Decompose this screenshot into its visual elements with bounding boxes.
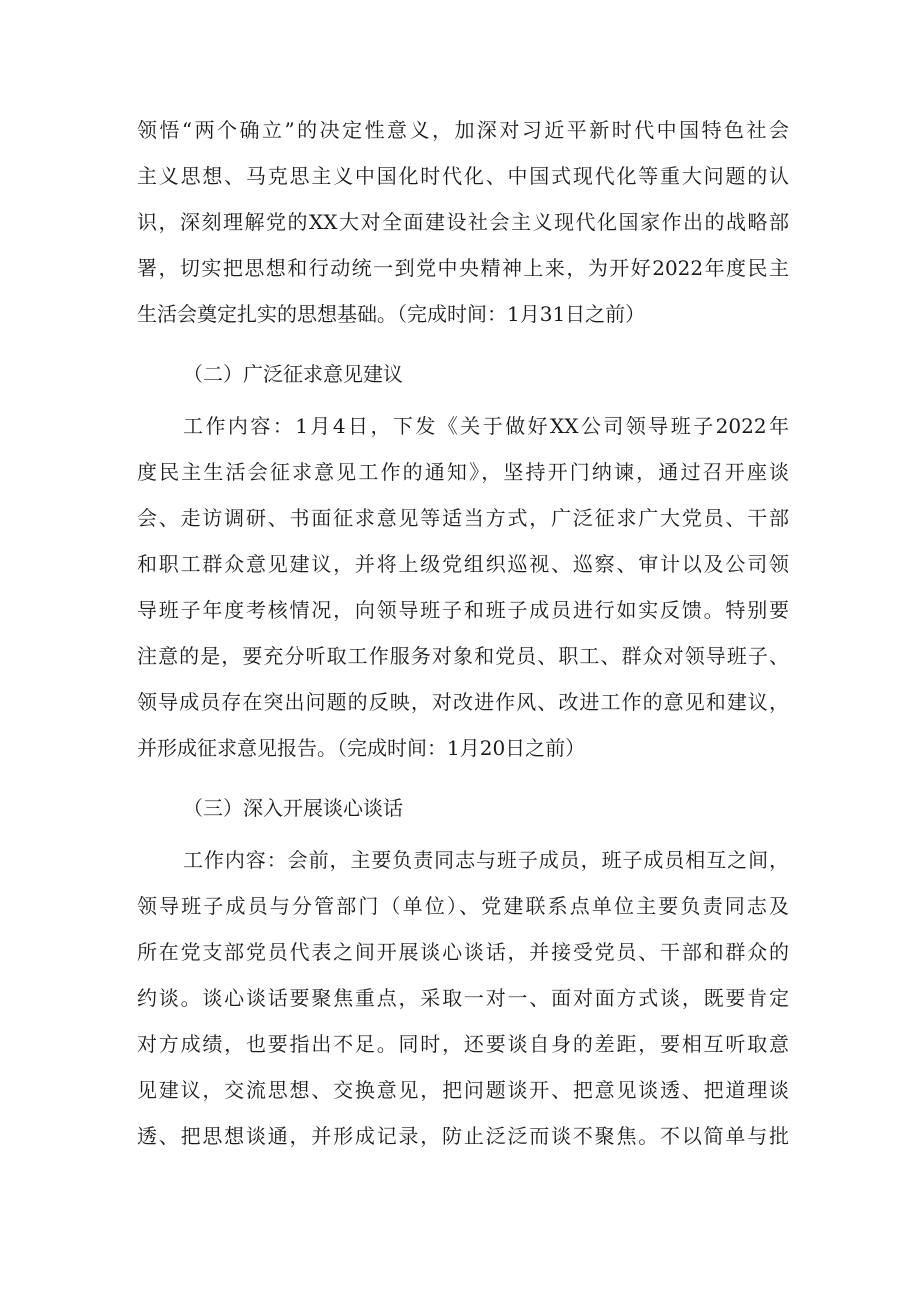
- paragraph-2-line-2: 度民主生活会征求意见工作的通知》，坚持开门纳谏，通过召开座谈: [137, 460, 789, 484]
- paragraph-2-line-5: 导班子年度考核情况，向领导班子和班子成员进行如实反馈。特别要: [137, 598, 789, 622]
- paragraph-2-line-1: 工作内容：1月4日，下发《关于做好XX公司领导班子2022年: [183, 414, 789, 438]
- section-heading-3: （三）深入开展谈心谈话: [183, 796, 403, 820]
- paragraph-1-line-1: 领悟“两个确立”的决定性意义，加深对习近平新时代中国特色社会: [137, 118, 789, 142]
- paragraph-1-line-3: 识，深刻理解党的XX大对全面建设社会主义现代化国家作出的战略部: [137, 210, 789, 234]
- paragraph-3-line-1: 工作内容：会前，主要负责同志与班子成员，班子成员相互之间，: [183, 848, 789, 872]
- paragraph-3-line-6: 见建议，交流思想、交换意见，把问题谈开、把意见谈透、把道理谈: [137, 1078, 789, 1102]
- paragraph-3-line-3: 所在党支部党员代表之间开展谈心谈话，并接受党员、干部和群众的: [137, 940, 789, 964]
- section-heading-2: （二）广泛征求意见建议: [183, 362, 403, 386]
- paragraph-2-line-6: 注意的是，要充分听取工作服务对象和党员、职工、群众对领导班子、: [137, 644, 789, 668]
- paragraph-2-line-8: 并形成征求意见报告。（完成时间：1月20日之前）: [137, 736, 586, 760]
- paragraph-1-line-2: 主义思想、马克思主义中国化时代化、中国式现代化等重大问题的认: [137, 164, 789, 188]
- paragraph-3-line-4: 约谈。谈心谈话要聚焦重点，采取一对一、面对面方式谈，既要肯定: [137, 986, 789, 1010]
- paragraph-1-line-4: 署，切实把思想和行动统一到党中央精神上来，为开好2022年度民主: [137, 256, 789, 280]
- paragraph-3-line-2: 领导班子成员与分管部门（单位）、党建联系点单位主要负责同志及: [137, 894, 789, 918]
- paragraph-2-line-3: 会、走访调研、书面征求意见等适当方式，广泛征求广大党员、干部: [137, 506, 789, 530]
- paragraph-3-line-5: 对方成绩，也要指出不足。同时，还要谈自身的差距，要相互听取意: [137, 1032, 789, 1056]
- paragraph-3-line-7: 透、把思想谈通，并形成记录，防止泛泛而谈不聚焦。不以简单与批: [137, 1124, 789, 1148]
- paragraph-1-line-5: 生活会奠定扎实的思想基础。（完成时间：1月31日之前）: [137, 302, 646, 326]
- paragraph-2-line-4: 和职工群众意见建议，并将上级党组织巡视、巡察、审计以及公司领: [137, 552, 789, 576]
- paragraph-2-line-7: 领导成员存在突出问题的反映，对改进作风、改进工作的意见和建议，: [137, 690, 789, 714]
